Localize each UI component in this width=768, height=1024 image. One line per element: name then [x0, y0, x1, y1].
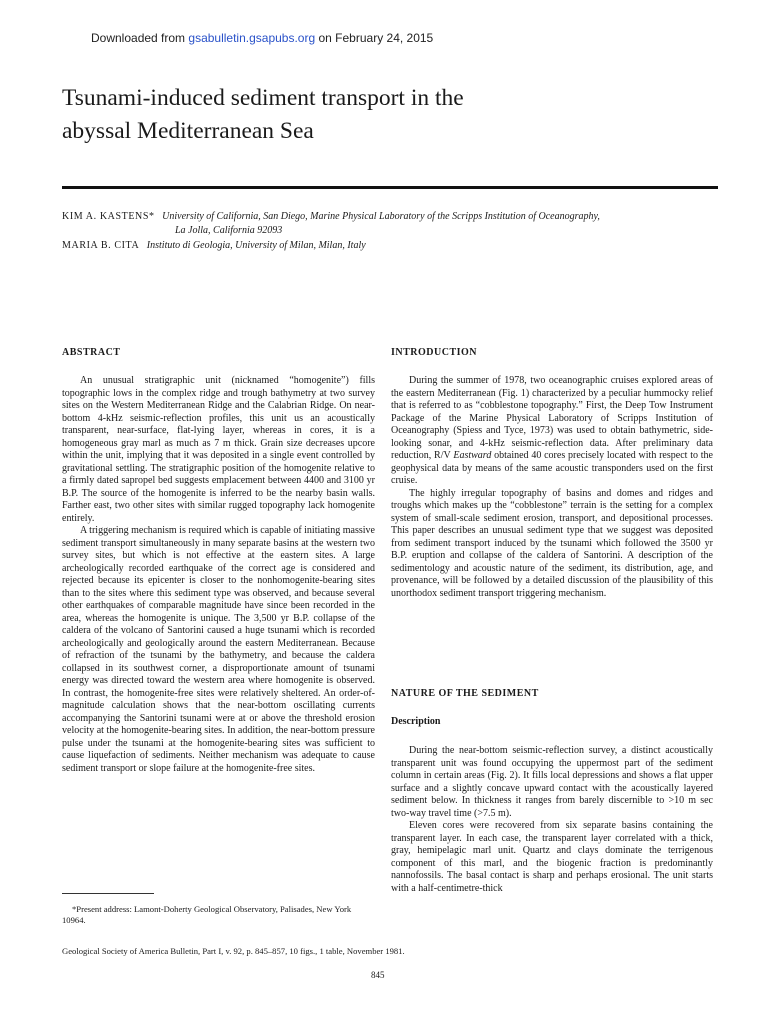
page-number: 845 — [371, 970, 385, 980]
source-link[interactable]: gsabulletin.gsapubs.org — [188, 31, 316, 45]
journal-citation: Geological Society of America Bulletin, Part I, v. 92, p. 845–857, 10 figs., 1 table, November 1981. — [62, 946, 405, 956]
introduction-paragraph: During the summer of 1978, two oceanographic cruises explored areas of the eastern Mediterranean (Fig. 1) characterized by a peculiar hummocky relief that is referred to as “cobblestone topography.” First, the Deep Tow Instrument Package of the Marine Physical Laboratory of Scripps Institution of Oceanography (Spiess and Tyce, 1973) was used to obtain bathymetric, side-looking sonar, and 4-kHz seismic-reflection data. After preliminary data reduction, R/V Eastward obtained 40 cores precisely located with respect to the geophysical data by means of the same acoustic transponders used on the first cruise. — [391, 375, 713, 486]
title-line-2: abyssal Mediterranean Sea — [62, 118, 314, 144]
download-notice — [91, 31, 433, 45]
introduction-heading: INTRODUCTION — [391, 347, 478, 358]
description-paragraph: Eleven cores were recovered from six separate basins containing the transparent layer. In each case, the transparent layer correlated with a thick, gray, hemipelagic marl unit. Quartz and clays dominate the terrigenous component of this marl, and the biogenic fraction is predominantly nannofossils. The basal contact is sharp and perhaps erosional. The unit starts with a half-centimetre-thick — [391, 820, 713, 894]
description-body — [391, 745, 713, 895]
introduction-body — [391, 375, 713, 600]
ship-name: Eastward — [453, 450, 492, 461]
author-name: MARIA B. CITA — [62, 240, 140, 251]
description-paragraph: During the near-bottom seismic-reflection survey, a distinct acoustically transparent unit was found occupying the uppermost part of the sediment column in certain areas (Fig. 2). It fills local depressions and shows a flat upper surface and a slightly concave upward contact with the acoustically layered sediment below. In thickness it ranges from barely discernible to >10 m sec two-way travel time (>7.5 m). — [391, 745, 713, 819]
author-affiliation: Instituto di Geologia, University of Milan, Milan, Italy — [146, 240, 366, 251]
article-title — [62, 82, 702, 148]
footnote: *Present address: Lamont-Doherty Geological Observatory, Palisades, New York 10964. — [62, 904, 352, 925]
footnote-rule — [62, 893, 154, 894]
author-affiliation: University of California, San Diego, Marine Physical Laboratory of the Scripps Institution of Oceanography, — [162, 211, 600, 222]
download-prefix: Downloaded from — [91, 31, 189, 45]
nature-heading: NATURE OF THE SEDIMENT — [391, 688, 539, 699]
download-suffix: on February 24, 2015 — [315, 31, 434, 45]
abstract-paragraph: A triggering mechanism is required which is capable of initiating massive sediment transport simultaneously in many separate basins at the western two survey sites, but which is not effective at the eastern sites. A large archeologically recorded earthquake of the correct age is considered and rejected because its epicenter is closer to the nonhomogenite-bearing sites than to the sites where this sediment type was observed, and because several other earthquakes of comparable magnitude have since been recorded in the area, whereas the homogenite is unique. The 3,500 yr B.P. collapse of the caldera of the volcano of Santorini caused a huge tsunami which is recorded archeologically and geologically around the eastern Mediterranean. Because of refraction of the tsunami by the bathymetry, and because the caldera collapsed in its southwest corner, a disproportionate amount of tsunami energy was directed toward the western area where homogenite is observed. In contrast, the homogenite-free sites were relatively sheltered. An order-of-magnitude calculation shows that the near-bottom oscillating currents accompanying the Santorini tsunami were at or above the threshold erosion velocity at the homogenite-bearing sites. In addition, the near-bottom pressure pulse under the tsunami at the homogenite-bearing sites was sufficient to cause liquefaction of sediments. Neither mechanism was adequate to cause sediment transport or slope failure at the homogenite-free sites. — [62, 525, 375, 774]
author-kastens — [62, 210, 600, 223]
abstract-paragraph: An unusual stratigraphic unit (nicknamed “homogenite”) fills topographic lows in the complex ridge and trough bathymetry at two survey sites on the Western Mediterranean Ridge and the Calabrian Ridge. On near-bottom 4-kHz seismic-reflection profiles, this unit us an acoustically transparent, near-surface, flat-lying layer, whereas in cores, it is a homogeneous gray marl as much as 7 m thick. Grain size decreases upcore within the unit, implying that it was deposited in a single event controlled by gravitational settling. The stratigraphic position of the homogenite relative to a firmly dated sapropel bed suggests emplacement between 4400 and 3100 yr B.P. The source of the homogenite is inferred to be the nearby basin walls. Farther east, two other sites with similar rugged topography lack homogenite entirely. — [62, 375, 375, 524]
title-rule — [62, 186, 718, 189]
abstract-body — [62, 375, 375, 775]
title-line-1: Tsunami-induced sediment transport in the — [62, 85, 464, 111]
abstract-heading: ABSTRACT — [62, 347, 121, 358]
description-subheading: Description — [391, 716, 441, 727]
author-affiliation-continued: La Jolla, California 92093 — [175, 225, 283, 236]
author-name: KIM A. KASTENS* — [62, 211, 155, 222]
author-cita — [62, 239, 366, 252]
introduction-paragraph: The highly irregular topography of basins and domes and ridges and troughs which makes up the “cobblestone” terrain is the setting for a complex system of small-scale sediment erosion, transport, and depositional processes. This paper describes an unusual sediment type that we suggest was deposited from sediment transport induced by the tsunami which followed the 3500 yr B.P. eruption and collapse of the caldera of Santorini. A description of the sedimentology and acoustic nature of the sediment, its distribution, age, and provenance, will be followed by a detailed discussion of the plausibility of this unorthodox sediment transport triggering mechanism. — [391, 487, 713, 599]
